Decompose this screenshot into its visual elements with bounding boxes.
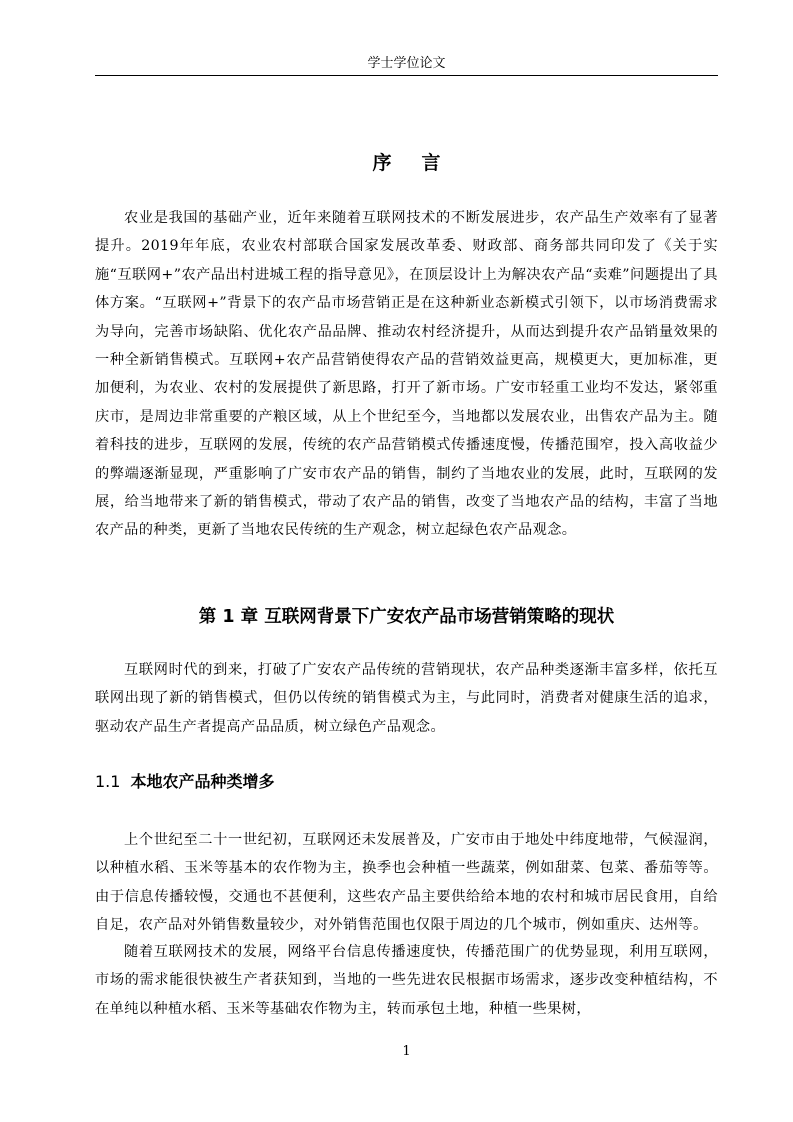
- preface-paragraph: 农业是我国的基础产业，近年来随着互联网技术的不断发展进步，农产品生产效率有了显著提升。2019年年底，农业农村部联合国家发展改革委、财政部、商务部共同印发了《关于实施“互联网+”农产品出村进城工程的指导意见》，在顶层设计上为解决农产品“卖难”问题提出了具体方案。“互联网+”背景下的农产品市场营销正是在这种新业态新模式引领下，以市场消费需求为导向，完善市场缺陷、优化农产品品牌、推动农村经济提升，从而达到提升农产品销量效果的一种全新销售模式。互联网+农产品营销使得农产品的营销效益更高，规模更大，更加标准，更加便利，为农业、农村的发展提供了新思路，打开了新市场。广安市轻重工业均不发达，紧邻重庆市，是周边非常重要的产粮区域，从上个世纪至今，当地都以发展农业，出售农产品为主。随着科技的进步，互联网的发展，传统的农产品营销模式传播速度慢，传播范围窄，投入高收益少的弊端逐渐显现，严重影响了广安市农产品的销售，制约了当地农业的发展，此时，互联网的发展，给当地带来了新的销售模式，带动了农产品的销售，改变了当地农产品的结构，丰富了当地农产品的种类，更新了当地农民传统的生产观念，树立起绿色农产品观念。: [95, 210, 718, 539]
- section-1-1-paragraph-1: 上个世纪至二十一世纪初，互联网还未发展普及，广安市由于地处中纬度地带，气候湿润，以种植水稻、玉米等基本的农作物为主，换季也会种植一些蔬菜，例如甜菜、包菜、番茄等等。由于信息传播较慢，交通也不甚便利，这些农产品主要供给给本地的农村和城市居民食用，自给自足，农产品对外销售数量较少，对外销售范围也仅限于周边的几个城市，例如重庆、达州等。: [95, 832, 718, 934]
- chapter-1-heading: 第 1 章 互联网背景下广安农产品市场营销策略的现状: [198, 607, 615, 627]
- section-number: 1.1: [95, 772, 121, 791]
- running-header: 学士学位论文: [95, 55, 718, 76]
- section-1-1-heading: [95, 770, 274, 794]
- chapter-1-intro-paragraph: 互联网时代的到来，打破了广安农产品传统的营销现状，农产品种类逐渐丰富多样，依托互联网出现了新的销售模式，但仍以传统的销售模式为主，与此同时，消费者对健康生活的追求，驱动农产品生产者提高产品品质，树立绿色产品观念。: [95, 662, 718, 735]
- section-title: 本地农产品种类增多: [130, 772, 275, 791]
- section-1-1-paragraph-2: 随着互联网技术的发展，网络平台信息传播速度快，传播范围广的优势显现，利用互联网，市场的需求能很快被生产者获知到，当地的一些先进农民根据市场需求，逐步改变种植结构，不在单纯以种植水稻、玉米等基础农作物为主，转而承包土地，种植一些果树，: [95, 944, 718, 1017]
- page-number: 1: [402, 1044, 411, 1059]
- preface-heading: 序言: [372, 152, 471, 174]
